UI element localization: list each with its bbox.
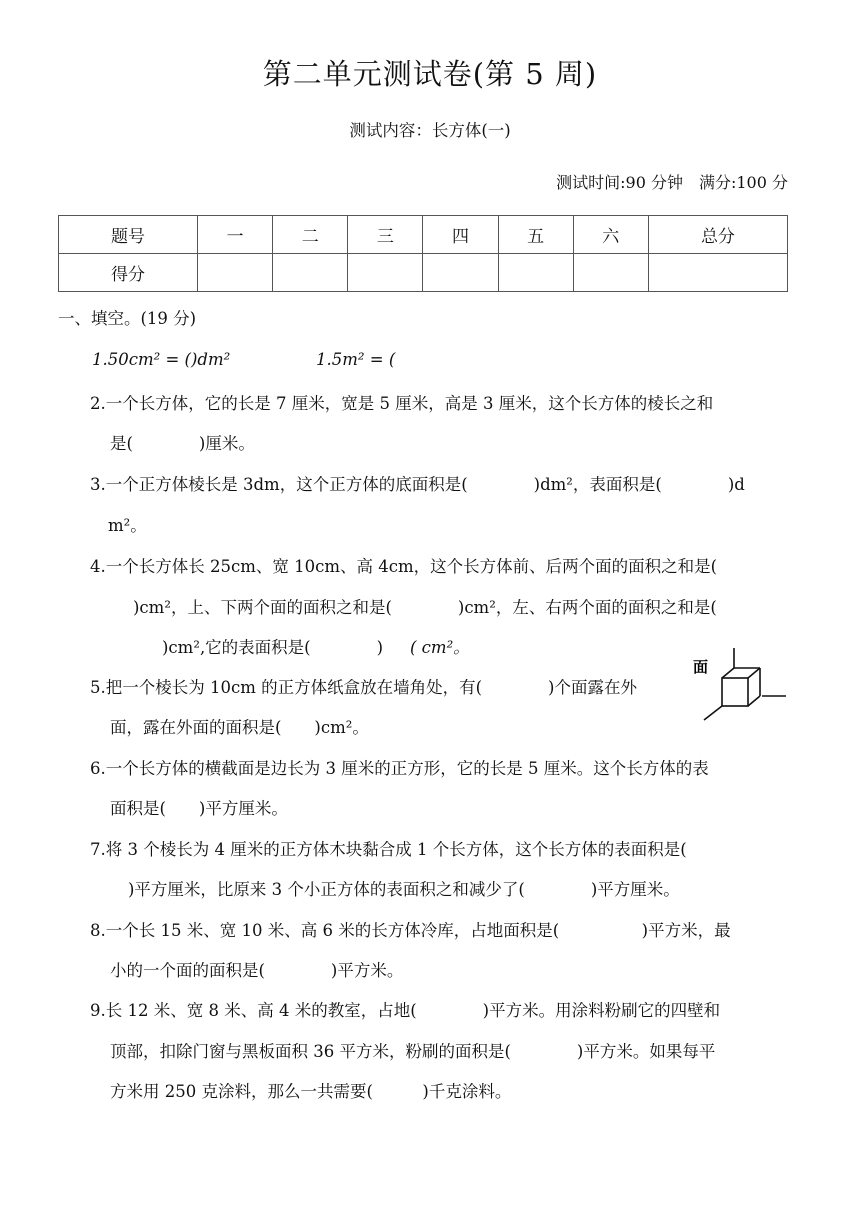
score-cell[interactable]: [423, 254, 498, 292]
score-header-cell: 五: [498, 216, 573, 254]
score-header-cell: 一: [198, 216, 273, 254]
score-header-cell: 六: [573, 216, 648, 254]
score-header-cell: 总分: [648, 216, 787, 254]
test-meta: 测试时间:90 分钟 满分:100 分: [556, 173, 788, 192]
score-table-header-row: [59, 216, 788, 254]
question-4-line-2: )cm²，上、下两个面的面积之和是( )cm²，左、右两个面的面积之和是(: [133, 598, 717, 617]
score-cell[interactable]: [348, 254, 423, 292]
question-8-line-2: 小的一个面的面积是( )平方米。: [110, 961, 404, 980]
question-7-line-2: )平方厘米，比原来 3 个小正方体的表面积之和减少了( )平方厘米。: [128, 880, 680, 899]
score-header-cell: 二: [273, 216, 348, 254]
score-table-score-row: [59, 254, 788, 292]
question-1b: 1.5m² = (: [316, 350, 396, 369]
score-cell[interactable]: [573, 254, 648, 292]
section-heading: 一、填空。(19 分): [58, 309, 197, 328]
figure-label: 面: [693, 658, 709, 676]
score-header-cell: 四: [423, 216, 498, 254]
score-cell[interactable]: [648, 254, 787, 292]
question-4-line-3: )cm²,它的表面积是( ): [162, 638, 384, 657]
question-3-line-2: m²。: [108, 516, 147, 535]
score-cell[interactable]: [198, 254, 273, 292]
question-9-line-1: 9.长 12 米、宽 8 米、高 4 米的教室，占地( )平方米。用涂料粉刷它的四壁和: [90, 1001, 721, 1020]
question-5-line-2: 面，露在外面的面积是( )cm²。: [110, 718, 369, 737]
page-title: 第二单元测试卷(第 5 周): [262, 57, 598, 91]
question-9-line-3: 方米用 250 克涂料，那么一共需要( )千克涂料。: [110, 1082, 512, 1101]
score-header-cell: 题号: [59, 216, 198, 254]
score-table: [58, 215, 788, 292]
score-header-cell: 三: [348, 216, 423, 254]
question-7-line-1: 7.将 3 个棱长为 4 厘米的正方体木块黏合成 1 个长方体，这个长方体的表面积是(: [90, 840, 687, 859]
question-4-line-1: 4.一个长方体长 25cm、宽 10cm、高 4cm，这个长方体前、后两个面的面积之和是(: [90, 557, 718, 576]
question-9-line-2: 顶部，扣除门窗与黑板面积 36 平方米，粉刷的面积是( )平方米。如果每平: [110, 1042, 716, 1061]
score-cell[interactable]: [498, 254, 573, 292]
question-3-line-1: 3.一个正方体棱长是 3dm，这个正方体的底面积是( )dm²，表面积是( )d: [90, 475, 745, 494]
page-subtitle: 测试内容：长方体(一): [349, 121, 511, 140]
question-8-line-1: 8.一个长 15 米、宽 10 米、高 6 米的长方体冷库，占地面积是( )平方米，最: [90, 921, 731, 940]
score-cell[interactable]: [273, 254, 348, 292]
question-5-line-1: 5.把一个棱长为 10cm 的正方体纸盒放在墙角处，有( )个面露在外: [90, 678, 637, 697]
question-2-line-1: 2.一个长方体，它的长是 7 厘米，宽是 5 厘米，高是 3 厘米，这个长方体的棱长之和: [90, 394, 714, 413]
score-row-label: 得分: [59, 254, 198, 292]
question-2-line-2: 是( )厘米。: [110, 434, 255, 453]
cube-corner-figure: [690, 640, 790, 722]
question-6-line-2: 面积是( )平方厘米。: [110, 799, 288, 818]
question-4-line-3-unit: ( cm²。: [410, 638, 470, 657]
question-1a: 1.50cm² = ()dm²: [92, 350, 231, 369]
question-6-line-1: 6.一个长方体的横截面是边长为 3 厘米的正方形，它的长是 5 厘米。这个长方体的表: [90, 759, 709, 778]
